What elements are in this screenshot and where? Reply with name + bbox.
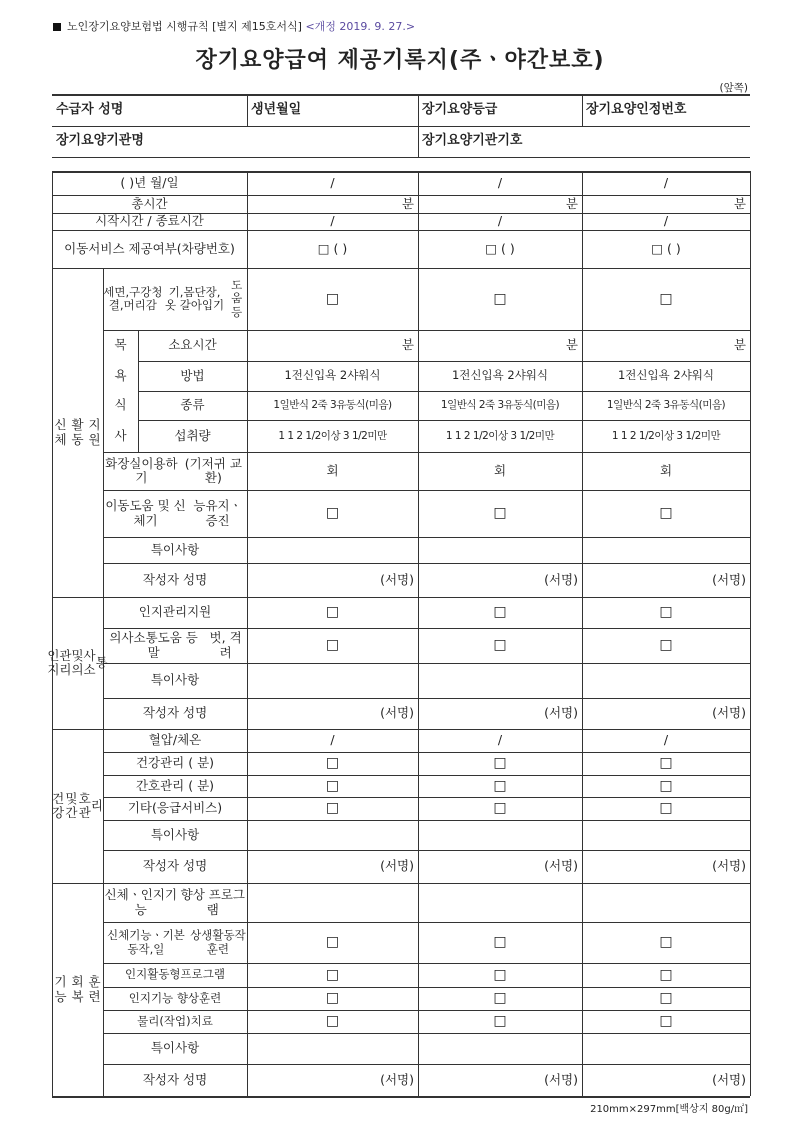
nursing-management-checkbox-2: □	[493, 777, 507, 794]
cognitive-support-checkbox-1: □	[325, 604, 340, 621]
cognitive-special-notes-label: 특이사항	[150, 672, 200, 688]
bath-meal-char-4: 사	[114, 427, 127, 443]
washing-help-label: 세면,구강청결,머리감 기,몸단장, 옷 갈아입기 도움 등	[103, 278, 243, 319]
health-writer-label: 작성자 성명	[142, 858, 208, 874]
physical-special-notes-label: 특이사항	[150, 541, 200, 557]
rehab-signature-2: (서명)	[544, 1071, 578, 1087]
health-signature-2: (서명)	[544, 858, 578, 874]
toilet-help-label: 화장실이용하기 (기저귀 교환)	[105, 455, 242, 485]
total-time-minutes-3: 분	[733, 195, 746, 211]
washing-checkbox-1: □	[325, 290, 340, 307]
emergency-service-checkbox-2: □	[493, 800, 507, 817]
physical-signature-3: (서명)	[712, 571, 746, 587]
mobility-checkbox-2: □	[493, 505, 507, 522]
meal-amount-options-2: 1 1 2 1/2이상 3 1/2미만	[445, 429, 555, 442]
cognitive-writer-label: 작성자 성명	[142, 705, 208, 721]
birth-date-label: 생년월일	[251, 101, 302, 117]
cognitive-program-checkbox-3: □	[659, 966, 673, 983]
physical-support-section-label: 신체 활동 지원	[54, 417, 101, 447]
health-special-notes-label: 특이사항	[150, 826, 200, 842]
washing-checkbox-3: □	[659, 290, 673, 307]
physical-signature-1: (서명)	[380, 571, 414, 587]
bath-method-options-1: 1전신입욕 2샤워식	[284, 368, 381, 383]
page-title: 장기요양급여 제공기록지(주ㆍ야간보호)	[195, 48, 605, 73]
toilet-count-3: 회	[659, 462, 673, 478]
form-header	[53, 18, 415, 34]
bath-time-minutes-3: 분	[733, 337, 746, 353]
improvement-program-label: 신체ㆍ인지기능 향상 프로그램	[104, 887, 245, 917]
bath-time-minutes-2: 분	[565, 337, 578, 353]
date-slash-3: /	[663, 174, 669, 190]
grid-line	[750, 171, 751, 1096]
cognitive-signature-3: (서명)	[712, 705, 746, 721]
health-management-checkbox-2: □	[493, 755, 507, 772]
start-end-time-label: 시작시간 / 종료시간	[95, 213, 204, 229]
cognitive-training-checkbox-2: □	[493, 990, 507, 1007]
health-management-checkbox-1: □	[325, 755, 340, 772]
institution-name-label: 장기요양기관명	[56, 133, 144, 149]
washing-checkbox-2: □	[493, 290, 507, 307]
health-management-label: 건강관리 ( 분)	[135, 755, 215, 771]
care-grade-label: 장기요양등급	[422, 101, 498, 117]
date-slash-1: /	[330, 174, 335, 190]
start-end-slash-3: /	[663, 213, 669, 229]
rehab-signature-3: (서명)	[712, 1071, 746, 1087]
cognitive-program-label: 인지활동형프로그램	[125, 967, 225, 982]
transport-checkbox-2: □ ( )	[485, 240, 515, 256]
emergency-service-checkbox-3: □	[659, 800, 673, 817]
transport-checkbox-3: □ ( )	[651, 240, 681, 256]
bath-method-options-2: 1전신입욕 2샤워식	[451, 368, 549, 383]
blood-pressure-label: 혈압/체온	[148, 732, 202, 748]
toilet-count-1: 회	[326, 462, 339, 478]
bath-meal-char-3: 식	[114, 397, 127, 413]
institution-code-label: 장기요양기관기호	[422, 133, 523, 149]
nursing-management-checkbox-3: □	[659, 777, 673, 794]
date-slash-2: /	[497, 174, 503, 190]
mobility-checkbox-1: □	[325, 505, 340, 522]
recipient-name-label: 수급자 성명	[56, 101, 124, 117]
transport-checkbox-1: □ ( )	[317, 240, 348, 256]
bath-method-label: 방법	[180, 367, 205, 383]
grid-line	[52, 1096, 750, 1098]
nursing-management-label: 간호관리 ( 분)	[135, 777, 215, 793]
paper-spec: 210mm×297mm[백상지 80g/㎡]	[590, 1104, 748, 1115]
nursing-management-checkbox-1: □	[325, 777, 340, 794]
grid-line	[52, 157, 750, 158]
physical-signature-2: (서명)	[544, 571, 578, 587]
physiotherapy-checkbox-1: □	[325, 1013, 340, 1030]
basic-training-label: 신체기능ㆍ기본동작,일 상생활동작훈련	[107, 928, 246, 956]
start-end-slash-2: /	[497, 213, 503, 229]
blood-pressure-slash-1: /	[330, 732, 335, 748]
meal-type-label: 종류	[180, 397, 205, 413]
communication-checkbox-2: □	[493, 637, 507, 654]
physical-writer-label: 작성자 성명	[142, 571, 208, 587]
bath-time-label: 소요시간	[168, 337, 217, 353]
cognitive-program-checkbox-1: □	[325, 966, 340, 983]
physiotherapy-checkbox-2: □	[493, 1013, 507, 1030]
health-management-checkbox-3: □	[659, 755, 673, 772]
meal-amount-options-1: 1 1 2 1/2이상 3 1/2미만	[278, 429, 387, 442]
communication-help-label: 의사소통도움 등 말 벗, 격려	[109, 630, 242, 660]
emergency-service-checkbox-1: □	[325, 800, 340, 817]
health-section-label: 건강 및 간 호관 리	[52, 790, 103, 820]
total-time-minutes-2: 분	[565, 195, 578, 211]
cognitive-support-checkbox-3: □	[659, 604, 673, 621]
cognitive-training-label: 인지기능 향상훈련	[128, 990, 222, 1005]
mobility-help-label: 이동도움 및 신체기 능유지ㆍ증진	[105, 498, 242, 528]
meal-amount-options-3: 1 1 2 1/2이상 3 1/2미만	[611, 429, 721, 442]
cognitive-signature-2: (서명)	[544, 705, 578, 721]
cognitive-program-checkbox-2: □	[493, 966, 507, 983]
communication-checkbox-1: □	[325, 637, 340, 654]
square-bullet-icon	[53, 23, 61, 31]
bath-meal-char-2: 욕	[114, 367, 127, 383]
bath-meal-char-1: 목	[114, 337, 127, 353]
cognitive-training-checkbox-1: □	[325, 990, 340, 1007]
total-time-label: 총시간	[131, 195, 168, 211]
total-time-minutes-1: 분	[401, 195, 414, 211]
cognitive-support-label: 인지관리지원	[138, 604, 212, 620]
revision-date: <개정 2019. 9. 27.>	[305, 20, 416, 33]
cert-number-label: 장기요양인정번호	[586, 101, 687, 117]
transport-service-label: 이동서비스 제공여부 (차량번호)	[64, 240, 235, 256]
blood-pressure-slash-3: /	[663, 732, 669, 748]
health-signature-1: (서명)	[380, 858, 414, 874]
physiotherapy-label: 물리(작업)치료	[137, 1013, 213, 1028]
meal-type-options-2: 1일반식 2죽 3유동식(미음)	[440, 399, 560, 412]
emergency-service-label: 기타(응급서비스)	[127, 800, 223, 816]
blood-pressure-slash-2: /	[497, 732, 503, 748]
page-side-label: (앞쪽)	[719, 82, 748, 94]
cognitive-support-checkbox-2: □	[493, 604, 507, 621]
communication-checkbox-3: □	[659, 637, 673, 654]
basic-training-checkbox-1: □	[325, 934, 340, 951]
bath-method-options-3: 1전신입욕 2샤워식	[617, 368, 715, 383]
date-label: ( )년 월/일	[120, 174, 179, 190]
cognitive-section-label: 인지 관리 및 의 사소 통	[47, 647, 108, 677]
basic-training-checkbox-2: □	[493, 934, 507, 951]
rehab-special-notes-label: 특이사항	[150, 1040, 200, 1056]
meal-amount-label: 섭취량	[174, 427, 211, 443]
toilet-count-2: 회	[493, 462, 507, 478]
meal-type-options-1: 1일반식 2죽 3유동식(미음)	[273, 399, 392, 412]
physiotherapy-checkbox-3: □	[659, 1013, 673, 1030]
bath-time-minutes-1: 분	[401, 337, 414, 353]
mobility-checkbox-3: □	[659, 505, 673, 522]
basic-training-checkbox-3: □	[659, 934, 673, 951]
cognitive-training-checkbox-3: □	[659, 990, 673, 1007]
start-end-slash-1: /	[330, 213, 335, 229]
law-reference: 노인장기요양보험법 시행규칙 [별지 제15호서식]	[67, 20, 302, 33]
rehab-section-label: 기능 회복 훈련	[54, 974, 101, 1004]
meal-type-options-3: 1일반식 2죽 3유동식(미음)	[606, 399, 726, 412]
health-signature-3: (서명)	[712, 858, 746, 874]
rehab-signature-1: (서명)	[380, 1071, 414, 1087]
rehab-writer-label: 작성자 성명	[142, 1071, 208, 1087]
cognitive-signature-1: (서명)	[380, 705, 414, 721]
